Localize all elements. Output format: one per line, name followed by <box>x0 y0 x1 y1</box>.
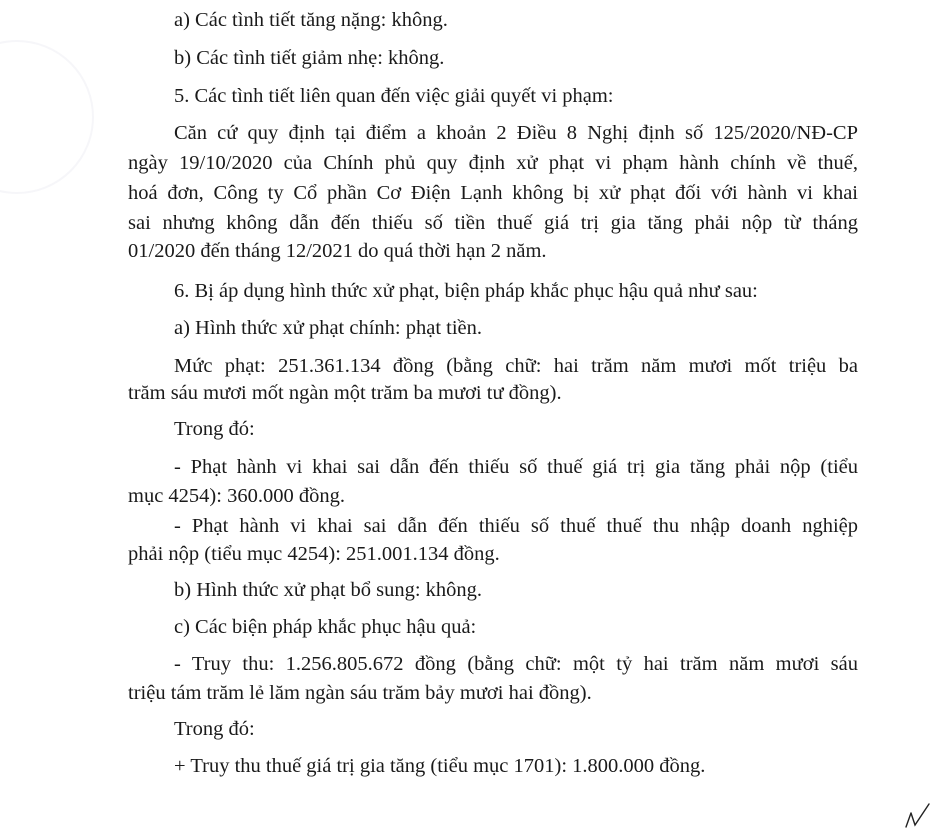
para-6a: a) Hình thức xử phạt chính: phạt tiền. <box>174 317 483 339</box>
phat-tndn-line1: - Phạt hành vi khai sai dẫn đến thiếu số thuế thuế thu nhập doanh nghiệp <box>174 515 858 537</box>
para-6c: c) Các biện pháp khắc phục hậu quả: <box>174 616 477 638</box>
heading-5: 5. Các tình tiết liên quan đến việc giải quyết vi phạm: <box>174 85 614 107</box>
para-can-cu-line4: sai nhưng không dẫn đến thiếu số tiền thuế giá trị gia tăng phải nộp từ tháng <box>128 212 858 234</box>
para-can-cu-line3: hoá đơn, Công ty Cổ phần Cơ Điện Lạnh không bị xử phạt đối với hành vi khai <box>128 182 858 204</box>
muc-phat-line2: trăm sáu mươi mốt ngàn một trăm ba mươi tư đồng). <box>128 382 562 404</box>
para-can-cu-line5: 01/2020 đến tháng 12/2021 do quá thời hạn 2 năm. <box>128 240 547 262</box>
initial-mark-icon <box>902 801 932 831</box>
phat-tndn-line2: phải nộp (tiểu mục 4254): 251.001.134 đồng. <box>128 543 500 565</box>
trong-do-1: Trong đó: <box>174 418 255 440</box>
muc-phat-line1: Mức phạt: 251.361.134 đồng (bằng chữ: hai trăm năm mươi mốt triệu ba <box>174 355 858 377</box>
para-5b: b) Các tình tiết giảm nhẹ: không. <box>174 47 445 69</box>
faded-stamp <box>0 40 94 194</box>
truy-thu-line2: triệu tám trăm lẻ lăm ngàn sáu trăm bảy mươi hai đồng). <box>128 682 592 704</box>
truy-thu-gtgt: + Truy thu thuế giá trị gia tăng (tiểu mục 1701): 1.800.000 đồng. <box>174 755 706 777</box>
phat-gtgt-line1: - Phạt hành vi khai sai dẫn đến thiếu số thuế giá trị gia tăng phải nộp (tiểu <box>174 456 858 478</box>
phat-gtgt-line2: mục 4254): 360.000 đồng. <box>128 485 345 507</box>
trong-do-2: Trong đó: <box>174 718 255 740</box>
para-6b: b) Hình thức xử phạt bổ sung: không. <box>174 579 483 601</box>
heading-6: 6. Bị áp dụng hình thức xử phạt, biện pháp khắc phục hậu quả như sau: <box>174 280 758 302</box>
para-can-cu-line2: ngày 19/10/2020 của Chính phủ quy định xử phạt vi phạm hành chính về thuế, <box>128 152 858 174</box>
truy-thu-line1: - Truy thu: 1.256.805.672 đồng (bằng chữ: một tỷ hai trăm năm mươi sáu <box>174 653 858 675</box>
para-5a: a) Các tình tiết tăng nặng: không. <box>174 9 448 31</box>
para-can-cu-line1: Căn cứ quy định tại điểm a khoản 2 Điều 8 Nghị định số 125/2020/NĐ-CP <box>174 122 858 144</box>
